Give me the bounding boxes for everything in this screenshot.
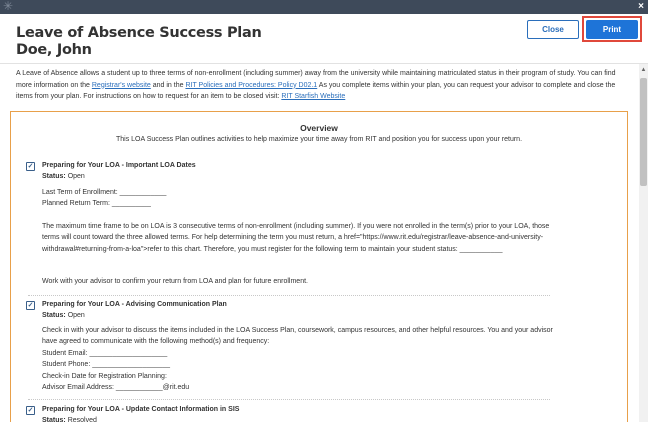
item-status [42, 312, 85, 319]
last-term-line: Last Term of Enrollment: ____________ [42, 189, 167, 196]
status-label: Status: [42, 312, 66, 319]
checked-checkbox-icon[interactable]: ✓ [27, 407, 34, 414]
advisor-confirm-line: Work with your advisor to confirm your return from LOA and plan for future enrollment. [42, 278, 308, 285]
student-email-line: Student Email: ____________________ [42, 350, 168, 357]
overview-subtitle: This LOA Success Plan outlines activities to help maximize your time away from RIT and position you for success upon your return. [115, 136, 523, 143]
item-status [42, 417, 97, 422]
advisor-email-line: Advisor Email Address: ____________@rit.edu [42, 384, 190, 391]
print-button[interactable]: Print [586, 20, 638, 39]
checked-checkbox-icon[interactable]: ✓ [27, 302, 34, 309]
status-label: Status: [42, 173, 66, 180]
status-value: Open [67, 312, 85, 319]
window-titlebar [0, 0, 648, 14]
return-term-line: Planned Return Term: __________ [42, 200, 151, 207]
intro-text-2: You can find more information on the [16, 70, 616, 89]
item-paragraph: Check in with your advisor to discuss the items included in the LOA Success Plan, coursework, campus resources, and other helpful resources. You and your advisor have agreed to communicate with the following method(s) and frequency: [42, 327, 553, 346]
item-divider [28, 399, 550, 400]
item-status [42, 173, 85, 180]
checked-checkbox-icon[interactable]: ✓ [27, 163, 34, 170]
app-logo-icon: ✳ [3, 0, 14, 13]
status-value: Open [67, 173, 85, 180]
window-close-icon[interactable]: × [638, 1, 644, 12]
item-paragraph: The maximum time frame to be on LOA is 3 consecutive terms of non-enrollment (including summer). If you were not enrolled in the term(s) prior to your LOA, those terms will count toward the three allowed terms. For help determining the term you must return, a href="https://www.rit.edu/registrar/leave-absence-and-university-withdrawal#returning-from-a-loa">refer to this chart. Therefore, you must register for the following term to maintain your student status: ___________ [42, 223, 550, 253]
status-label: Status: [42, 417, 66, 422]
page-title: Leave of Absence Success Plan [16, 25, 262, 41]
overview-title: Overview [300, 123, 338, 133]
item-title: Preparing for Your LOA - Important LOA Dates [42, 162, 196, 169]
item-title: Preparing for Your LOA - Update Contact Information in SIS [42, 406, 240, 413]
dialog-header [0, 14, 648, 64]
student-name: Doe, John [16, 42, 92, 58]
intro-text-1: A Leave of Absence allows a student up to three terms of non-enrollment (including summer) away from the university while maintaining matriculated status in their program of study. [16, 70, 576, 77]
item-divider [28, 295, 550, 296]
item-title: Preparing for Your LOA - Advising Communication Plan [42, 301, 227, 308]
intro-text-4: As you complete items within your plan, you can request your advisor to complete and close the items from your plan. For instructions on how to request for an item to be closed visit: [16, 81, 616, 100]
student-phone-line: Student Phone: ____________________ [42, 361, 171, 368]
intro-text-3: and in the [150, 81, 186, 89]
intro-text [16, 68, 626, 103]
starfish-website-link[interactable]: RIT Starfish Website [281, 93, 346, 100]
scroll-up-arrow-icon[interactable]: ▲ [640, 67, 647, 73]
scrollbar-thumb[interactable] [640, 78, 647, 186]
policy-link[interactable]: RIT Policies and Procedures: Policy D02.1 [185, 81, 318, 89]
registrar-website-link[interactable]: Registrar's website [91, 81, 151, 89]
status-value: Resolved [67, 417, 97, 422]
checkin-date-line: Check-in Date for Registration Planning: [42, 373, 167, 380]
close-button[interactable]: Close [527, 20, 579, 39]
